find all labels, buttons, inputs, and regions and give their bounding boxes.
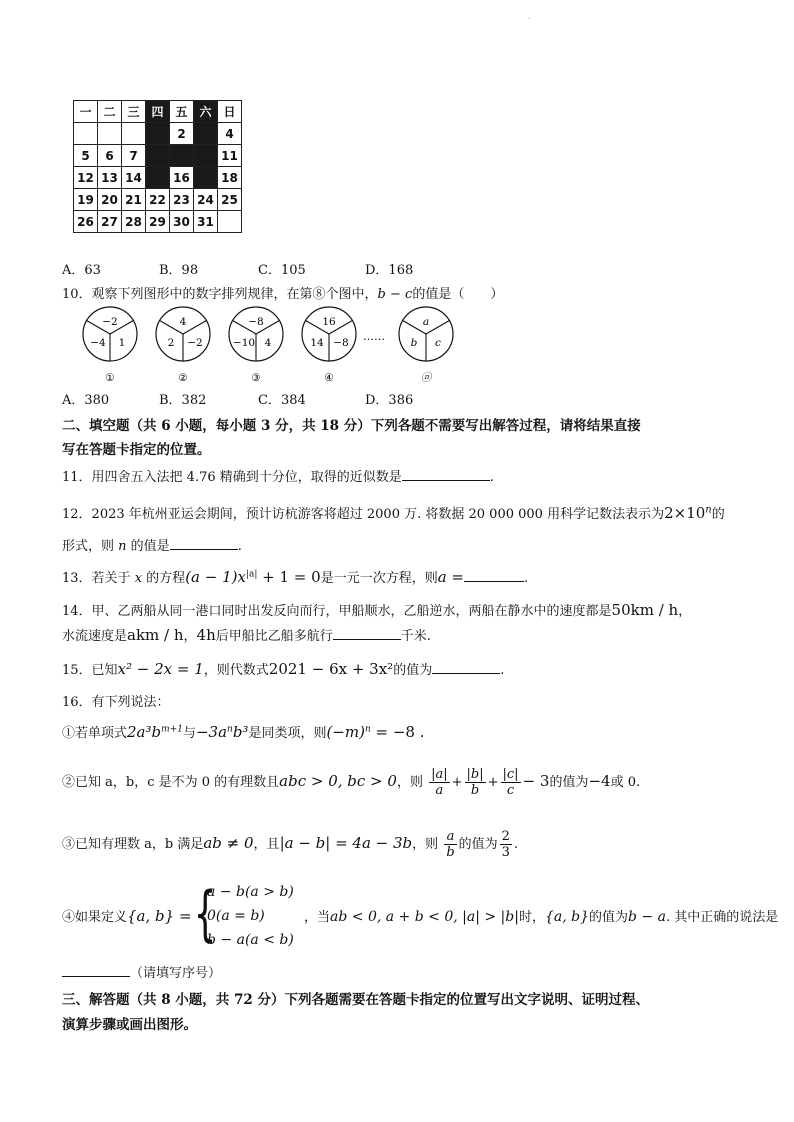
circle-right-value: −8: [333, 337, 349, 349]
q10-option-b: B．382: [159, 393, 207, 408]
calendar-row: [74, 123, 242, 145]
calendar-cell: [170, 145, 194, 167]
calendar-cell: [194, 123, 218, 145]
q16-fill: [62, 962, 221, 981]
q9-option-a: A．63: [62, 263, 101, 278]
calendar-cell: [146, 145, 170, 167]
q13-answer-label: a =: [437, 568, 464, 586]
calendar-cell: [194, 167, 218, 189]
calendar-cell: 24: [194, 189, 218, 211]
q15-expression: 2021 − 6x + 3x²: [268, 660, 394, 678]
q12-text3: 的值是: [130, 539, 170, 554]
circle-left-value: b: [410, 337, 418, 349]
circle-top-value: 16: [322, 316, 336, 328]
q10-ellipsis: ……: [363, 330, 385, 343]
q12-n: n: [118, 539, 127, 554]
calendar-cell: 20: [98, 189, 122, 211]
calendar-cell: 4: [218, 123, 242, 145]
q13-mid: 的方程: [146, 571, 186, 586]
s3-text: ③已知有理数 a，b 满足: [62, 837, 204, 852]
s2-text: ②已知 a，b，c 是不为 0 的有理数且: [62, 775, 280, 790]
calendar-header-row: [74, 101, 242, 123]
s3-value-fraction: $\frac{2}{3}$: [501, 829, 510, 860]
s1-result-exp: n: [364, 724, 371, 735]
calendar-header-cell: 五: [170, 101, 194, 123]
q10-stem-text: 10．观察下列图形中的数字排列规律，在第⑧个图中，: [62, 287, 378, 302]
q14-unit: 千米.: [400, 629, 431, 644]
q10-stem: [62, 283, 503, 302]
s4-definition: {a, b} =: [127, 907, 192, 925]
s4-expression: {a, b}: [544, 909, 589, 925]
q13-equation: (a − 1)x: [185, 568, 246, 586]
s3-condition: ab ≠ 0: [203, 834, 254, 852]
q16-statement1: [62, 722, 425, 741]
s1-value: = −8 .: [370, 723, 425, 741]
circle-right-value: c: [435, 337, 441, 349]
calendar-cell: 6: [98, 145, 122, 167]
s3-post: 的值为: [458, 837, 498, 852]
circle-label: ③: [251, 372, 261, 384]
q11-text: 11．用四舍五入法把 4.76 精确到十分位，取得的近似数是: [62, 470, 402, 485]
s2-then: ，则: [396, 775, 423, 790]
circle-right-value: −2: [187, 337, 203, 349]
q10-expression: b − c: [377, 287, 413, 302]
q14-text3: 后甲船比乙船多航行: [215, 629, 333, 644]
calendar-header-cell: 日: [218, 101, 242, 123]
s4-time: 时，: [518, 910, 545, 925]
s1-monomial1: 2a³b: [127, 723, 162, 741]
q14-comma2: ，: [183, 629, 197, 644]
calendar-cell: [218, 211, 242, 233]
q16-statement2: ②已知 a，b，c 是不为 0 的有理数且abc > 0, bc > 0，则 $\frac{|a|}{a}$ + $\frac{|b|}{b}$ + $\frac{|c|}{c}$ − 3的值为−4或 0.: [62, 767, 641, 798]
s2-post: 的值为: [549, 775, 589, 790]
q14-speed: 50km / h: [611, 601, 679, 619]
calendar-cell: 18: [218, 167, 242, 189]
s1-post: 是同类项，则: [248, 726, 327, 741]
calendar-cell: [146, 123, 170, 145]
s3-equation: |a − b| = 4a − 3b: [279, 834, 413, 852]
calendar-row: [74, 211, 242, 233]
calendar-cell: [122, 123, 146, 145]
s4-condition: ab < 0, a + b < 0, |a| > |b|: [330, 909, 519, 925]
s4-brace: {: [193, 879, 217, 949]
s1-monomial2b: b³: [232, 723, 249, 741]
q11-answer-blank[interactable]: [402, 467, 490, 481]
q10-figure: [80, 304, 460, 388]
calendar-cell: 11: [218, 145, 242, 167]
q14-line2: [62, 625, 431, 644]
circle-left-value: −10: [232, 337, 256, 349]
q16-fill-note: （请填写序号）: [130, 966, 222, 981]
calendar-cell: 31: [194, 211, 218, 233]
q12-text2: 形式，则: [62, 539, 115, 554]
s2-or: 或 0.: [610, 775, 641, 790]
q13: [62, 567, 528, 586]
calendar-header-cell: 一: [74, 101, 98, 123]
q16-intro: 16．有下列说法：: [62, 695, 170, 710]
calendar-cell: 25: [218, 189, 242, 211]
circle-top-value: a: [422, 316, 430, 328]
calendar-cell: [146, 167, 170, 189]
q10-circle-4: [302, 307, 356, 384]
s3-mid: ，且: [253, 837, 280, 852]
q10-options: [62, 389, 413, 408]
q14-comma: ，: [678, 604, 692, 619]
calendar-row: [74, 167, 242, 189]
s4-text: ④如果定义: [62, 910, 128, 925]
s2-fraction-a: $\frac{|a|}{a}$: [431, 767, 448, 798]
circle-top-value: 4: [179, 316, 187, 328]
s2-fraction-b: $\frac{|b|}{b}$: [466, 767, 484, 798]
q10-circle-5: [399, 307, 453, 384]
s1-result: (−m): [326, 723, 365, 741]
q12-answer-blank[interactable]: [170, 536, 238, 550]
calendar-cell: [194, 145, 218, 167]
s2-tail: − 3: [522, 772, 550, 790]
calendar-cell: 28: [122, 211, 146, 233]
calendar-figure: [73, 100, 242, 233]
s4-post: 的值为: [589, 910, 629, 925]
calendar-cell: 22: [146, 189, 170, 211]
q15-post: 的值为: [393, 663, 433, 678]
section3-heading-line1: 三、解答题（共 8 小题，共 72 分）下列各题需要在答题卡指定的位置写出文字说明、证明过程、: [62, 992, 649, 1008]
q11: [62, 466, 494, 485]
q10-option-a: A．380: [62, 393, 110, 408]
q13-post: 是一元一次方程，则: [320, 571, 438, 586]
calendar-row: [74, 189, 242, 211]
circle-left-value: 14: [310, 337, 324, 349]
calendar-header-cell: 四: [146, 101, 170, 123]
s1-monomial2: −3a: [195, 723, 228, 741]
calendar-cell: 2: [170, 123, 194, 145]
q10-circle-1: [83, 307, 137, 384]
q12-exponent: n: [705, 504, 712, 516]
q9-options: [62, 259, 413, 278]
q14-line1: [62, 600, 691, 619]
calendar-cell: 14: [122, 167, 146, 189]
q10-circle-2: [156, 307, 210, 384]
q16-answer-blank[interactable]: [62, 963, 130, 977]
calendar-cell: 21: [122, 189, 146, 211]
calendar-header-cell: 三: [122, 101, 146, 123]
q10-stem-end: 的值是（ ）: [412, 287, 504, 302]
circle-top-value: −2: [102, 316, 118, 328]
q10-circle-3: [229, 307, 283, 384]
q10-option-d: D．386: [365, 393, 414, 408]
s3-fraction: $\frac{a}{b}$: [446, 829, 455, 860]
calendar-cell: 7: [122, 145, 146, 167]
q13-text: 13．若关于: [62, 571, 131, 586]
s1-exp1: m+1: [161, 724, 183, 735]
s1-text: ①若单项式: [62, 726, 128, 741]
q12-line1: [62, 503, 725, 522]
q12-text: 12．2023 年杭州亚运会期间，预计访杭游客将超过 2000 万. 将数据 20 000 000 用科学记数法表示为: [62, 507, 665, 522]
q16-statement4-post: [304, 906, 778, 925]
calendar-cell: 26: [74, 211, 98, 233]
q12-math: 2×10: [664, 504, 706, 522]
calendar-row: [74, 145, 242, 167]
q13-exponent: |a|: [245, 569, 258, 580]
section3-heading-line2: 演算步骤或画出图形。: [62, 1017, 197, 1033]
s4-value: b − a: [628, 909, 666, 925]
q15: [62, 659, 504, 678]
s2-value: −4: [588, 772, 611, 790]
s3-end: .: [513, 837, 519, 852]
s4-case1: a − b(a > b): [207, 884, 294, 900]
q11-end: .: [489, 470, 494, 485]
q14-time: 4h: [196, 626, 216, 644]
calendar-cell: [74, 123, 98, 145]
q15-condition: x² − 2x = 1: [117, 660, 204, 678]
q13-answer-blank[interactable]: [464, 568, 524, 582]
calendar-cell: 29: [146, 211, 170, 233]
q16-statement4-pre: [62, 906, 192, 925]
q13-equation-rest: + 1 = 0: [257, 568, 321, 586]
calendar-cell: 12: [74, 167, 98, 189]
circle-top-value: −8: [248, 316, 264, 328]
calendar-cell: 5: [74, 145, 98, 167]
q15-text: 15．已知: [62, 663, 118, 678]
circle-right-value: 1: [118, 337, 126, 349]
s1-mid: 与: [182, 726, 196, 741]
q12-tail: 的: [711, 507, 725, 522]
calendar-cell: 13: [98, 167, 122, 189]
q9-option-d: D．168: [365, 263, 414, 278]
calendar-cell: 27: [98, 211, 122, 233]
s4-case2: 0(a = b): [207, 908, 265, 924]
circle-label: ①: [105, 372, 115, 384]
q16-statement3: [62, 829, 518, 860]
q15-mid: ，则代数式: [203, 663, 269, 678]
circle-left-value: 2: [167, 337, 175, 349]
q9-option-c: C．105: [258, 263, 306, 278]
calendar-cell: 30: [170, 211, 194, 233]
circle-left-value: −4: [90, 337, 106, 349]
q13-end: .: [523, 571, 529, 586]
s2-fraction-c: $\frac{|c|}{c}$: [502, 767, 519, 798]
q9-option-b: B．98: [159, 263, 199, 278]
page-mark: ·: [528, 14, 531, 23]
q12-end: .: [237, 539, 242, 554]
calendar-cell: 23: [170, 189, 194, 211]
q12-line2: [62, 535, 242, 554]
q13-x: x: [134, 571, 143, 586]
s4-when: ，当: [304, 910, 331, 925]
q14-answer-blank[interactable]: [333, 626, 401, 640]
s1-exp2: n: [227, 724, 233, 735]
s4-case3: b − a(a < b): [207, 932, 294, 948]
calendar-cell: 19: [74, 189, 98, 211]
q15-answer-blank[interactable]: [432, 660, 500, 674]
calendar-header-cell: 二: [98, 101, 122, 123]
s2-condition: abc > 0, bc > 0: [279, 772, 397, 790]
calendar-cell: [98, 123, 122, 145]
q10-option-c: C．384: [258, 393, 306, 408]
section2-heading-line2: 写在答题卡指定的位置。: [62, 442, 211, 458]
q14-text2: 水流速度是: [62, 629, 128, 644]
q14-text: 14．甲、乙两船从同一港口同时出发反向而行，甲船顺水，乙船逆水，两船在静水中的速度都是: [62, 604, 612, 619]
s4-end: . 其中正确的说法是: [665, 910, 779, 925]
circle-label: ②: [178, 372, 188, 384]
calendar-cell: 16: [170, 167, 194, 189]
s3-then: ，则: [412, 837, 439, 852]
circle-label: ④: [324, 372, 334, 384]
calendar-header-cell: 六: [194, 101, 218, 123]
circle-right-value: 4: [264, 337, 272, 349]
q14-flow: akm / h: [127, 626, 184, 644]
section2-heading-line1: 二、填空题（共 6 小题，每小题 3 分，共 18 分）下列各题不需要写出解答过程，请将结果直接: [62, 418, 641, 434]
q15-end: .: [500, 663, 505, 678]
circle-label: ⓝ: [420, 372, 432, 384]
